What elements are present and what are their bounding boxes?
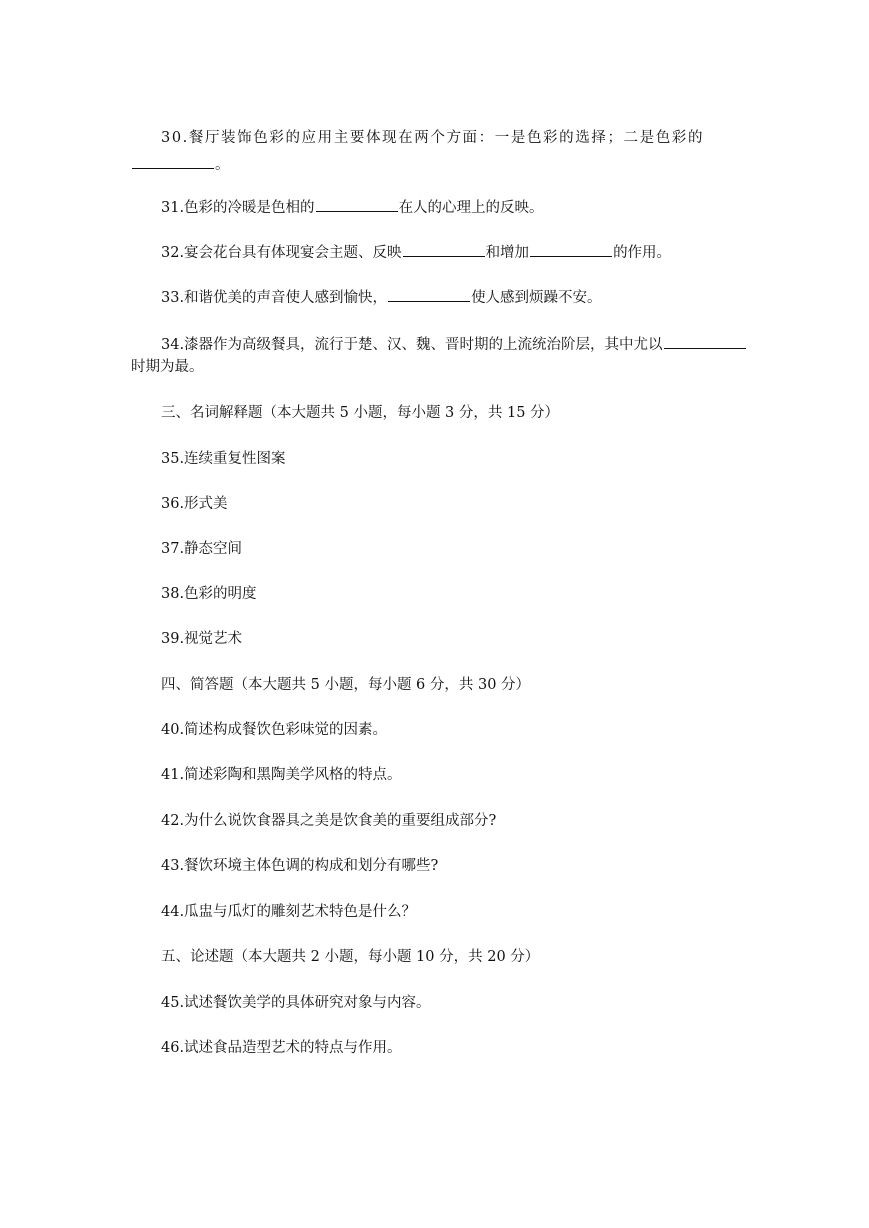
question-34-continuation <box>131 357 204 377</box>
section-heading: 四、简答题（本大题共 5 小题，每小题 6 分，共 30 分） <box>161 677 531 693</box>
question-34 <box>161 334 747 355</box>
question-31-text-before: 31.色彩的冷暖是色相的 <box>161 200 315 216</box>
question-32-text-before: 32.宴会花台具有体现宴会主题、反映 <box>161 245 402 261</box>
answer-blank[interactable] <box>388 287 470 302</box>
question-item: 43.餐饮环境主体色调的构成和划分有哪些? <box>161 858 439 874</box>
question-item: 41.简述彩陶和黑陶美学风格的特点。 <box>161 767 402 783</box>
question-item: 45.试述餐饮美学的具体研究对象与内容。 <box>161 995 431 1011</box>
question-item: 44.瓜盅与瓜灯的雕刻艺术特色是什么？ <box>161 904 417 920</box>
question-30-continuation <box>131 154 230 175</box>
answer-blank[interactable] <box>316 197 398 212</box>
question-item: 39.视觉艺术 <box>161 631 243 647</box>
question-32 <box>161 242 671 263</box>
question-34-text-before: 34.漆器作为高级餐具，流行于楚、汉、魏、晋时期的上流统治阶层，其中尤以 <box>161 337 663 353</box>
question-item: 35.连续重复性图案 <box>161 451 286 467</box>
question-30 <box>161 128 704 148</box>
question-item: 36.形式美 <box>161 496 228 512</box>
section-heading: 五、论述题（本大题共 2 小题，每小题 10 分，共 20 分） <box>161 949 540 965</box>
section-heading: 三、名词解释题（本大题共 5 小题，每小题 3 分，共 15 分） <box>161 405 560 421</box>
question-item: 42.为什么说饮食器具之美是饮食美的重要组成部分? <box>161 813 497 829</box>
question-33 <box>161 287 602 308</box>
question-30-text: 30.餐厅装饰色彩的应用主要体现在两个方面：一是色彩的选择；二是色彩的 <box>161 130 705 146</box>
answer-blank[interactable] <box>664 334 746 349</box>
question-30-end: 。 <box>215 157 230 173</box>
question-33-text-before: 33.和谐优美的声音使人感到愉快， <box>161 290 388 306</box>
question-item: 37.静态空间 <box>161 541 243 557</box>
question-34-text-after: 时期为最。 <box>131 359 204 375</box>
answer-blank[interactable] <box>132 154 214 169</box>
question-item: 40.简述构成餐饮色彩味觉的因素。 <box>161 722 388 738</box>
question-33-text-after: 使人感到烦躁不安。 <box>471 290 602 306</box>
question-32-text-after: 的作用。 <box>613 245 672 261</box>
answer-blank[interactable] <box>530 242 612 257</box>
question-31 <box>161 197 544 218</box>
question-item: 46.试述食品造型艺术的特点与作用。 <box>161 1040 402 1056</box>
question-item: 38.色彩的明度 <box>161 586 257 602</box>
answer-blank[interactable] <box>403 242 485 257</box>
question-31-text-after: 在人的心理上的反映。 <box>398 200 544 216</box>
question-32-text-middle: 和增加 <box>485 245 530 261</box>
